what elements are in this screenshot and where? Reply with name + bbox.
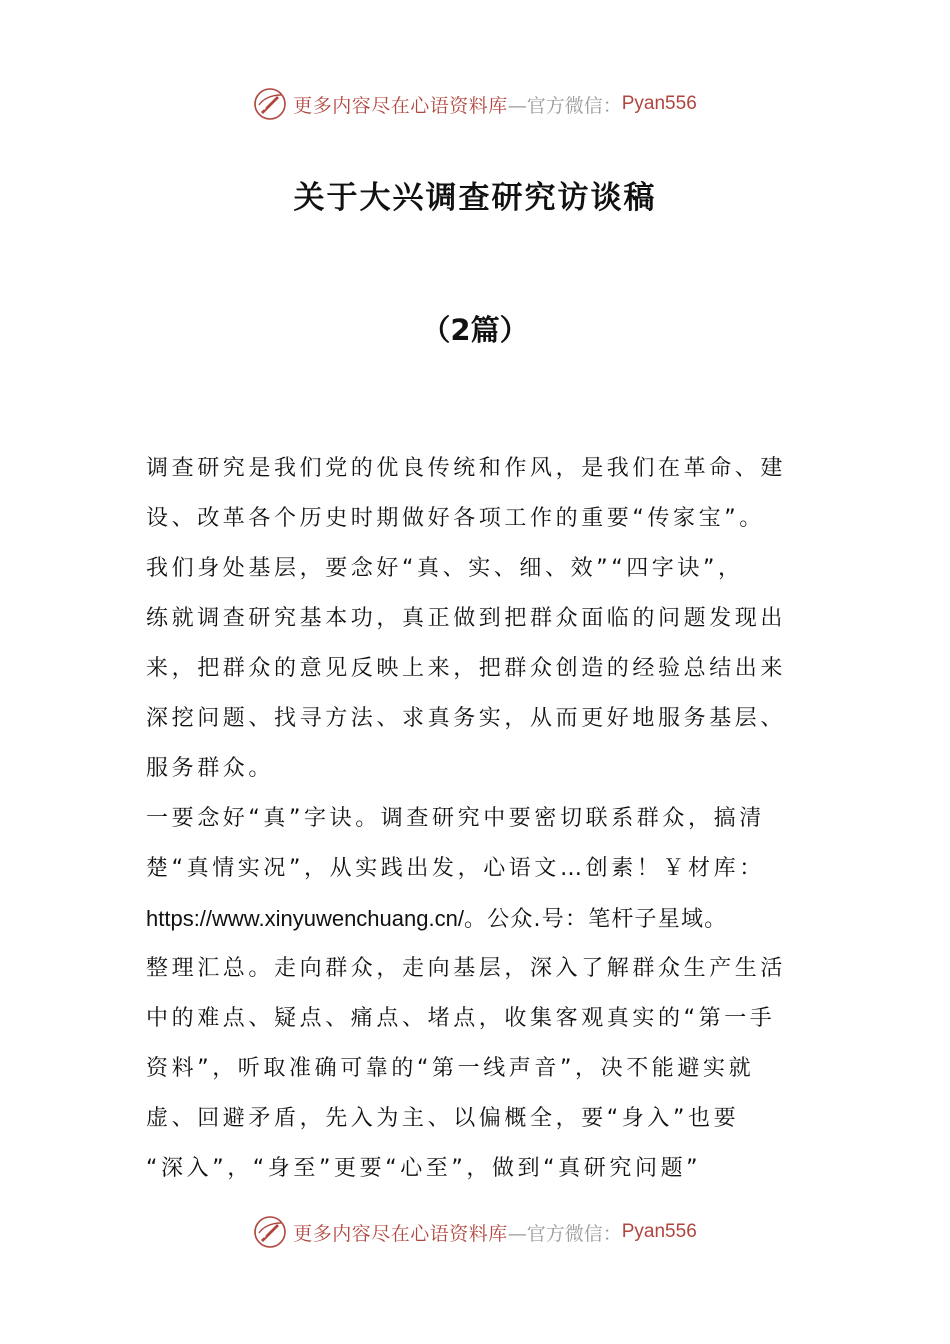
body-line: 来，把群众的意见反映上来，把群众创造的经验总结出来 bbox=[146, 656, 787, 681]
header-banner bbox=[0, 84, 950, 124]
body-line-url bbox=[146, 894, 806, 944]
body-line: 我们身处基层，要念好“真、实、细、效”“四字诀”， bbox=[146, 556, 744, 581]
footer-banner bbox=[0, 1212, 950, 1252]
body-line: 深挖问题、找寻方法、求真务实，从而更好地服务基层、 bbox=[146, 706, 787, 731]
pen-nib-icon bbox=[253, 87, 287, 121]
body-line: 资料”，听取准确可靠的“第一线声音”，决不能避实就 bbox=[146, 1056, 755, 1081]
source-url-link[interactable]: https://www.xinyuwenchuang.cn/ bbox=[146, 906, 464, 931]
url-line-rest: 。公众.号：笔杆子星域。 bbox=[463, 907, 728, 932]
body-line: 整理汇总。走向群众，走向基层，深入了解群众生产生活 bbox=[146, 956, 787, 981]
document-subtitle: （2篇） bbox=[421, 313, 529, 347]
body-line: 虚、回避矛盾，先入为主、以偏概全，要“身入”也要 bbox=[146, 1106, 740, 1131]
banner-wechat-id: Pyan556 bbox=[621, 1221, 697, 1242]
body-line: “深入”，“身至”更要“心至”，做到“真研究问题” bbox=[146, 1156, 702, 1181]
banner-wechat-id: Pyan556 bbox=[621, 93, 697, 114]
banner-text: 更多内容尽在心语资料库 bbox=[293, 94, 508, 117]
pen-nib-icon bbox=[253, 1215, 287, 1249]
banner-separator: —官方微信： bbox=[507, 94, 622, 117]
body-line: 练就调查研究基本功，真正做到把群众面临的问题发现出 bbox=[146, 606, 787, 631]
body-line: 楚“真情实况”，从实践出发，心语文…创素！￥材库： bbox=[146, 856, 765, 881]
body-line: 服务群众。 bbox=[146, 756, 275, 781]
body-line: 一要念好“真”字诀。调查研究中要密切联系群众，搞清 bbox=[146, 806, 765, 831]
document-body bbox=[146, 444, 806, 1194]
document-title: 关于大兴调查研究访谈稿 bbox=[293, 180, 657, 216]
body-line: 设、改革各个历史时期做好各项工作的重要“传家宝”。 bbox=[146, 506, 765, 531]
body-line: 调查研究是我们党的优良传统和作风，是我们在革命、建 bbox=[146, 456, 787, 481]
banner-separator: —官方微信： bbox=[507, 1222, 622, 1245]
banner-text: 更多内容尽在心语资料库 bbox=[293, 1222, 508, 1245]
body-line: 中的难点、疑点、痛点、堵点，收集客观真实的“第一手 bbox=[146, 1006, 776, 1031]
